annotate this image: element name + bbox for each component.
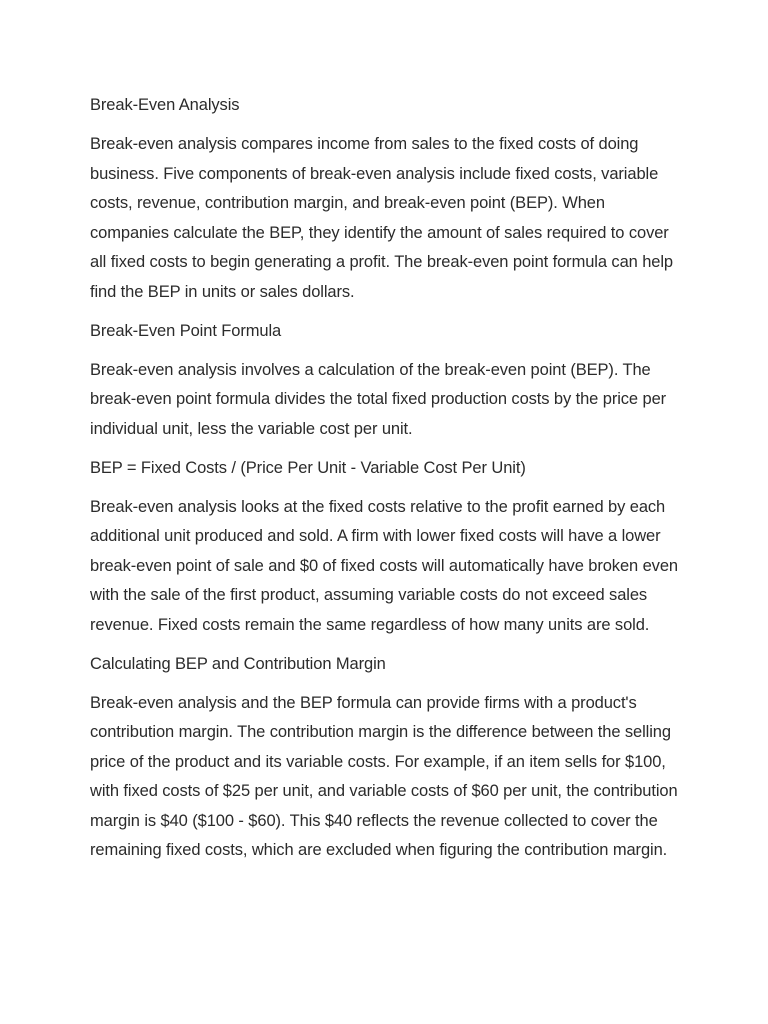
- paragraph-fixed-costs: Break-even analysis looks at the fixed costs relative to the profit earned by each additional unit produced and sold. A firm with lower fixed costs will have a lower break-even point of sale and $0 of fixed costs will automatically have broken even with the sale of the first product, assuming variable costs do not exceed sales revenue. Fixed costs remain the same regardless of how many units are sold.: [90, 497, 678, 634]
- document-page: [90, 91, 682, 875]
- paragraph-bep-formula-description: Break-even analysis involves a calculation of the break-even point (BEP). The break-even point formula divides the total fixed production costs by the price per individual unit, less the variable cost per unit.: [90, 360, 667, 438]
- section-heading-bep-formula: Break-Even Point Formula: [90, 321, 282, 340]
- section-heading-break-even-analysis: Break-Even Analysis: [90, 96, 240, 114]
- paragraph-contribution-margin: Break-even analysis and the BEP formula can provide firms with a product's contribution margin. The contribution margin is the difference between the selling price of the product and its variable costs. For example, if an item sells for $100, with fixed costs of $25 per unit, and variable costs of $60 per unit, the contribution margin is $40 ($100 - $60). This $40 reflects the revenue collected to cover the remaining fixed costs, which are excluded when figuring the contribution margin.: [90, 693, 678, 859]
- paragraph-break-even-intro: Break-even analysis compares income from sales to the fixed costs of doing business. Five components of break-even analysis include fixed costs, variable costs, revenue, contribution margin, and break-even point (BEP). When companies calculate the BEP, they identify the amount of sales required to cover all fixed costs to begin generating a profit. The break-even point formula can help find the BEP in units or sales dollars.: [90, 135, 674, 301]
- section-heading-contribution-margin: Calculating BEP and Contribution Margin: [90, 654, 386, 673]
- bep-formula-text: BEP = Fixed Costs / (Price Per Unit - Variable Cost Per Unit): [90, 458, 526, 477]
